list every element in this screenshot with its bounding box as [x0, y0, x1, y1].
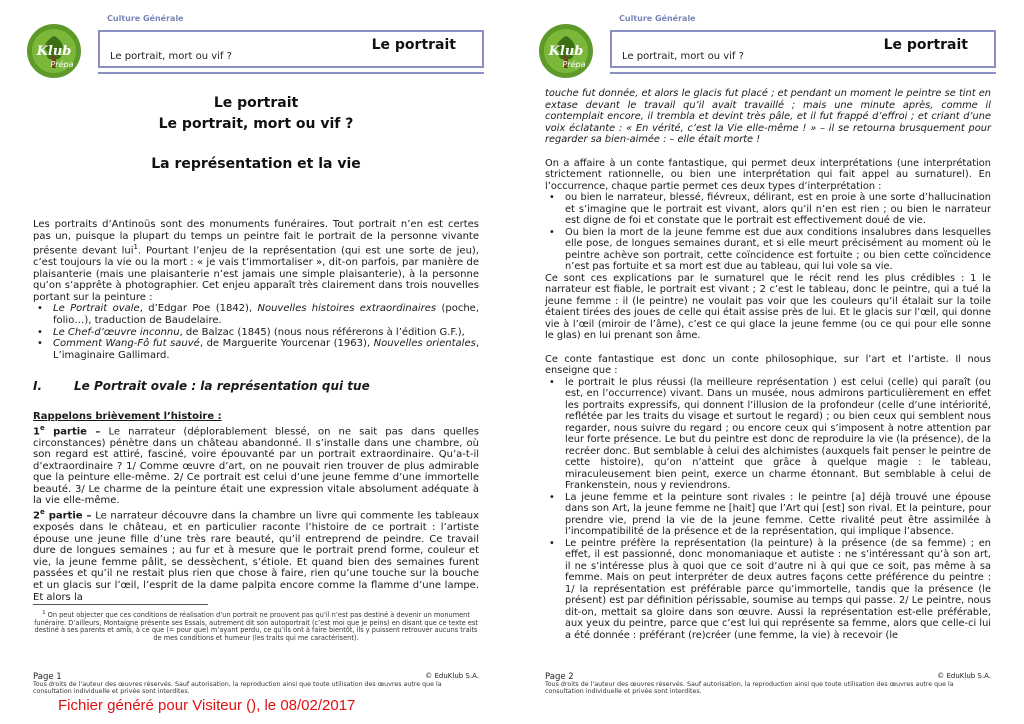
generated-notice: Fichier généré pour Visiteur (), le 08/02/2017: [58, 697, 356, 714]
story-ending: touche fut donnée, et alors le glacis fut placé ; et pendant un moment le peintre se tint en extase devant le travail qu’il avait travaillé ; mais une minute après, comme il contemplait encore, il trembla et devint très pâle, et il fut frappé d’effroi ; et criant d’une voix éclatante : « En vérité, c’est la Vie elle-même ! » – il se retourna brusquement pour regarder sa bien-aimée : – elle était morte !: [545, 88, 991, 145]
list-item: • ou bien le narrateur, blessé, fiévreux, délirant, est en proie à une sorte d’hallucination et s’imagine que le portrait est vivant, alors qu’il n’en est rien ; ou bien le narrateur est digne de foi et constate que le portrait est effectivement doué de vie.: [545, 192, 991, 227]
novel-edition: , L’imaginaire Gallimard.: [53, 338, 479, 361]
page-number-2: Page 2: [545, 672, 574, 682]
header-subtitle: Le portrait, mort ou vif ?: [110, 51, 232, 62]
rights-notice-2: Tous droits de l’auteur des œuvres réservés. Sauf autorisation, la reproduction ainsi que toute utilisation des œuvres autre que la consultation individuelle et privée sont interdites.: [545, 681, 954, 695]
conte-paragraph: On a affaire à un conte fantastique, qui permet deux interprétations (une interprétation strictement rationnelle, ou bien une interprétation qui fait appel au surnaturel). En l’occurrence, chaque partie permet ces deux types d’interprétation :: [545, 157, 991, 192]
page1-intro: [33, 219, 479, 361]
lesson-list: [545, 377, 991, 642]
section-heading: I. Le Portrait ovale : la représentation qui tue: [33, 379, 370, 393]
page-number-1: Page 1: [33, 672, 62, 682]
footnote: $^1$ On peut objecter que ces conditions de réalisation d’un portrait ne prouvent pas qu’il n’est pas destiné à devenir un monument funéraire. D’ailleurs, Montaigne présente ses Essais, autrement dit son autoportrait (c’est moi que je peins) en disant que ce texte est destiné à ses parents et amis, à ce que (= pour que) m’ayant perdu, ce qu’ils ont à faire bientôt, ils y puissent retrouver aucuns traits de mes conditions et humeur (les traits qui me caractérisent).: [34, 610, 478, 642]
novel-detail: , de Marguerite Yourcenar (1963),: [199, 338, 374, 350]
title-3: La représentation et la vie: [151, 156, 361, 172]
page-2: [512, 0, 1012, 724]
logo-text: Klub: [548, 44, 584, 59]
list-item: [33, 327, 479, 339]
novel-title: Le Chef-d’œuvre inconnu: [53, 326, 180, 338]
footnote-divider: [33, 604, 208, 605]
novel-detail: , de Balzac (1845) (nous nous référerons à l’édition G.F.),: [179, 326, 465, 338]
explanation-paragraph: Ce sont ces explications par le surnaturel que le récit rend les plus crédibles : 1 le narrateur est fiable, le portrait est vivant ; 2 c’est le tableau, donc le peintre, qui a tué la jeune femme : il (le peintre) ne voulait pas voir que les couleurs qu’il étalait sur la toile étaient tirées des joues de celle qui était assise près de lui. Et le glacis sur l’œil, qui donne vie à l’œil (miroir de l’âme), c’est ce qui glace la jeune femme (ou ce qui pour elle sonne le glas) en lui prenant son âme.: [545, 272, 991, 341]
logo-subtext: Prépa: [50, 60, 74, 69]
header-category: Culture Générale: [619, 14, 696, 23]
recall-heading: Rappelons brièvement l’histoire :: [33, 411, 222, 422]
header-box: [610, 30, 996, 68]
list-item: • Ou bien la mort de la jeune femme est due aux conditions insalubres dans lesquelles elle pose, de longues semaines durant, et si elle meurt précisément au moment où le peintre achève son portrait, cette coïncidence est fortuite ; ou bien cette coïncidence n’est pas fortuite et sa mort est due au tableau, qui lui vole sa vie.: [545, 227, 991, 273]
klub-prepa-logo: [24, 22, 84, 80]
header-box: [98, 30, 484, 68]
novel-collection: Nouvelles histoires extraordinaires: [257, 303, 437, 315]
novel-collection: Nouvelles orientales: [373, 338, 476, 350]
novel-list: [33, 303, 479, 361]
novel-edition: (poche, folio…), traduction de Baudelaire.: [53, 303, 479, 327]
logo-subtext: Prépa: [562, 60, 586, 69]
philosophy-paragraph: Ce conte fantastique est donc un conte philosophique, sur l’art et l’artiste. Il nous enseigne que :: [545, 353, 991, 376]
logo-text: Klub: [36, 44, 72, 59]
klub-prepa-logo: [536, 22, 596, 80]
page2-body: [545, 88, 991, 641]
copyright-1: © EduKlub S.A.: [425, 672, 479, 680]
header-rule: [610, 72, 996, 74]
list-item: [33, 338, 479, 361]
header-title: Le portrait: [371, 37, 456, 53]
part-1: 1e partie – Le narrateur (déplorablement blessé, on ne sait pas dans quelles circonstances) pénètre dans un château abandonné. Il s’installe dans une chambre, où son regard est attiré, fasciné, voire épouvanté par un portrait extraordinaire. Qu’a-t-il d’extraordinaire ? 1/ Comme œuvre d’art, on ne pouvait rien trouver de plus admirable que la peinture elle-même. 2/ Ce portrait est celui d’une jeune femme d’une immortelle beauté. 3/ Le charme de la peinture était une expression vitale absolument adéquate à la vie elle-même.: [33, 423, 479, 507]
novel-title: Comment Wang-Fô fut sauvé: [53, 338, 200, 350]
header-subtitle: Le portrait, mort ou vif ?: [622, 51, 744, 62]
header-category: Culture Générale: [107, 14, 184, 23]
page1-story: [33, 411, 479, 603]
page1-title-block: [33, 93, 479, 175]
novel-detail: , d’Edgar Poe (1842),: [139, 303, 258, 315]
title-2: Le portrait, mort ou vif ?: [158, 116, 354, 132]
intro-paragraph: Les portraits d’Antinoüs sont des monuments funéraires. Tout portrait n’en est certes pas un, puisque la plupart du temps un peintre fait le portrait de la personne vivante présente devant lui$^1$. Pourtant l’enjeu de la représentation (qui est une sorte de jeu), c’est toujours la vie ou la mort : « je vais t’immortaliser », dit-on parfois, par manière de plaisanterie (mais une plaisanterie n’est jamais une simple plaisanterie), à la personne qu’on s’apprête à photographier. Cet enjeu apparaît très clairement dans trois nouvelles portant sur la peinture :: [33, 219, 479, 303]
copyright-2: © EduKlub S.A.: [937, 672, 991, 680]
header-rule: [98, 72, 484, 74]
list-item: • Le peintre préfère la représentation (la peinture) à la présence (de sa femme) ; en effet, il est passionné, donc monomaniaque et autiste : ne s’intéressant qu’à son art, il ne s’intéresse plus à quoi que ce soit d’autre ni à qui que ce soit, pas même à sa femme. Mais on peut interpréter de deux autres façons cette préférence du peintre : 1/ la représentation est préférable parce qu’immortelle, tandis que la présence (le présent) est par définition périssable, soumise au temps qui passe. 2/ Le peintre, nous dit-on, mettait sa gloire dans son œuvre. Aussi la représentation est-elle préférable, aux yeux du peintre, parce que c’est lui qui représente sa femme, alors que celle-ci lui a été donnée : préférant (re)créer (une femme, la vie) à recevoir (le: [545, 538, 991, 642]
header-title: Le portrait: [883, 37, 968, 53]
title-1: Le portrait: [213, 95, 299, 111]
page-1: [0, 0, 500, 724]
list-item: • La jeune femme et la peinture sont rivales : le peintre [a] déjà trouvé une épouse dans son Art, la jeune femme ne [hait] que l’Art qui [est] son rival. Et la peinture, pour prendre vie, prend la vie de la jeune femme. Cette rivalité peut être assimilée à l’incompatibilité de la présence et de la représentation, qui implique l’absence.: [545, 492, 991, 538]
interpretation-list: [545, 192, 991, 273]
list-item: • le portrait le plus réussi (la meilleure représentation ) est celui (celle) qui paraît (ou est, en l’occurrence) vivant. Dans un musée, nous admirons particulièrement en effet les portraits expressifs, qui donnent l’illusion de la profondeur (celle d’une intériorité, reflétée par les traits du visage et surtout le regard) ; ou bien ceux qui semblent nous regarder, nous suivre du regard ; ou encore ceux qui s’imposent à notre attention par leur forte présence. Le but du peintre est donc de reproduire la vie (la présence), de la recréer donc. But semblable à celui des alchimistes (auxquels fait penser le peintre de cette histoire), qu’on n’atteint que grâce à quelque magie : le tableau, miraculeusement bien peint, exerce un charme étonnant. But semblable à celui de Frankenstein, nous y reviendrons.: [545, 377, 991, 492]
part-2: 2e partie – Le narrateur découvre dans la chambre un livre qui commente les tableaux exposés dans le château, et en particulier raconte l’histoire de ce portrait : l’artiste épouse une jeune fille d’une très rare beauté, qu’il entreprend de peindre. Ce travail dure de longues semaines ; au fur et à mesure que le portrait prend forme, couleur et vie, la jeune femme pâlit, se dessèchent, s’étiole. Et quand bien des semaines furent passées et qu’il ne restait plus rien que chose à faire, rien qu’une touche sur la bouche et un glacis sur l’œil, l’esprit de la dame palpita encore comme la flamme d’une lampe. Et alors la: [33, 508, 479, 603]
list-item: [33, 303, 479, 326]
novel-title: Le Portrait ovale: [53, 303, 140, 315]
rights-notice-1: Tous droits de l’auteur des œuvres réservés. Sauf autorisation, la reproduction ainsi que toute utilisation des œuvres autre que la consultation individuelle et privée sont interdites.: [33, 681, 442, 695]
